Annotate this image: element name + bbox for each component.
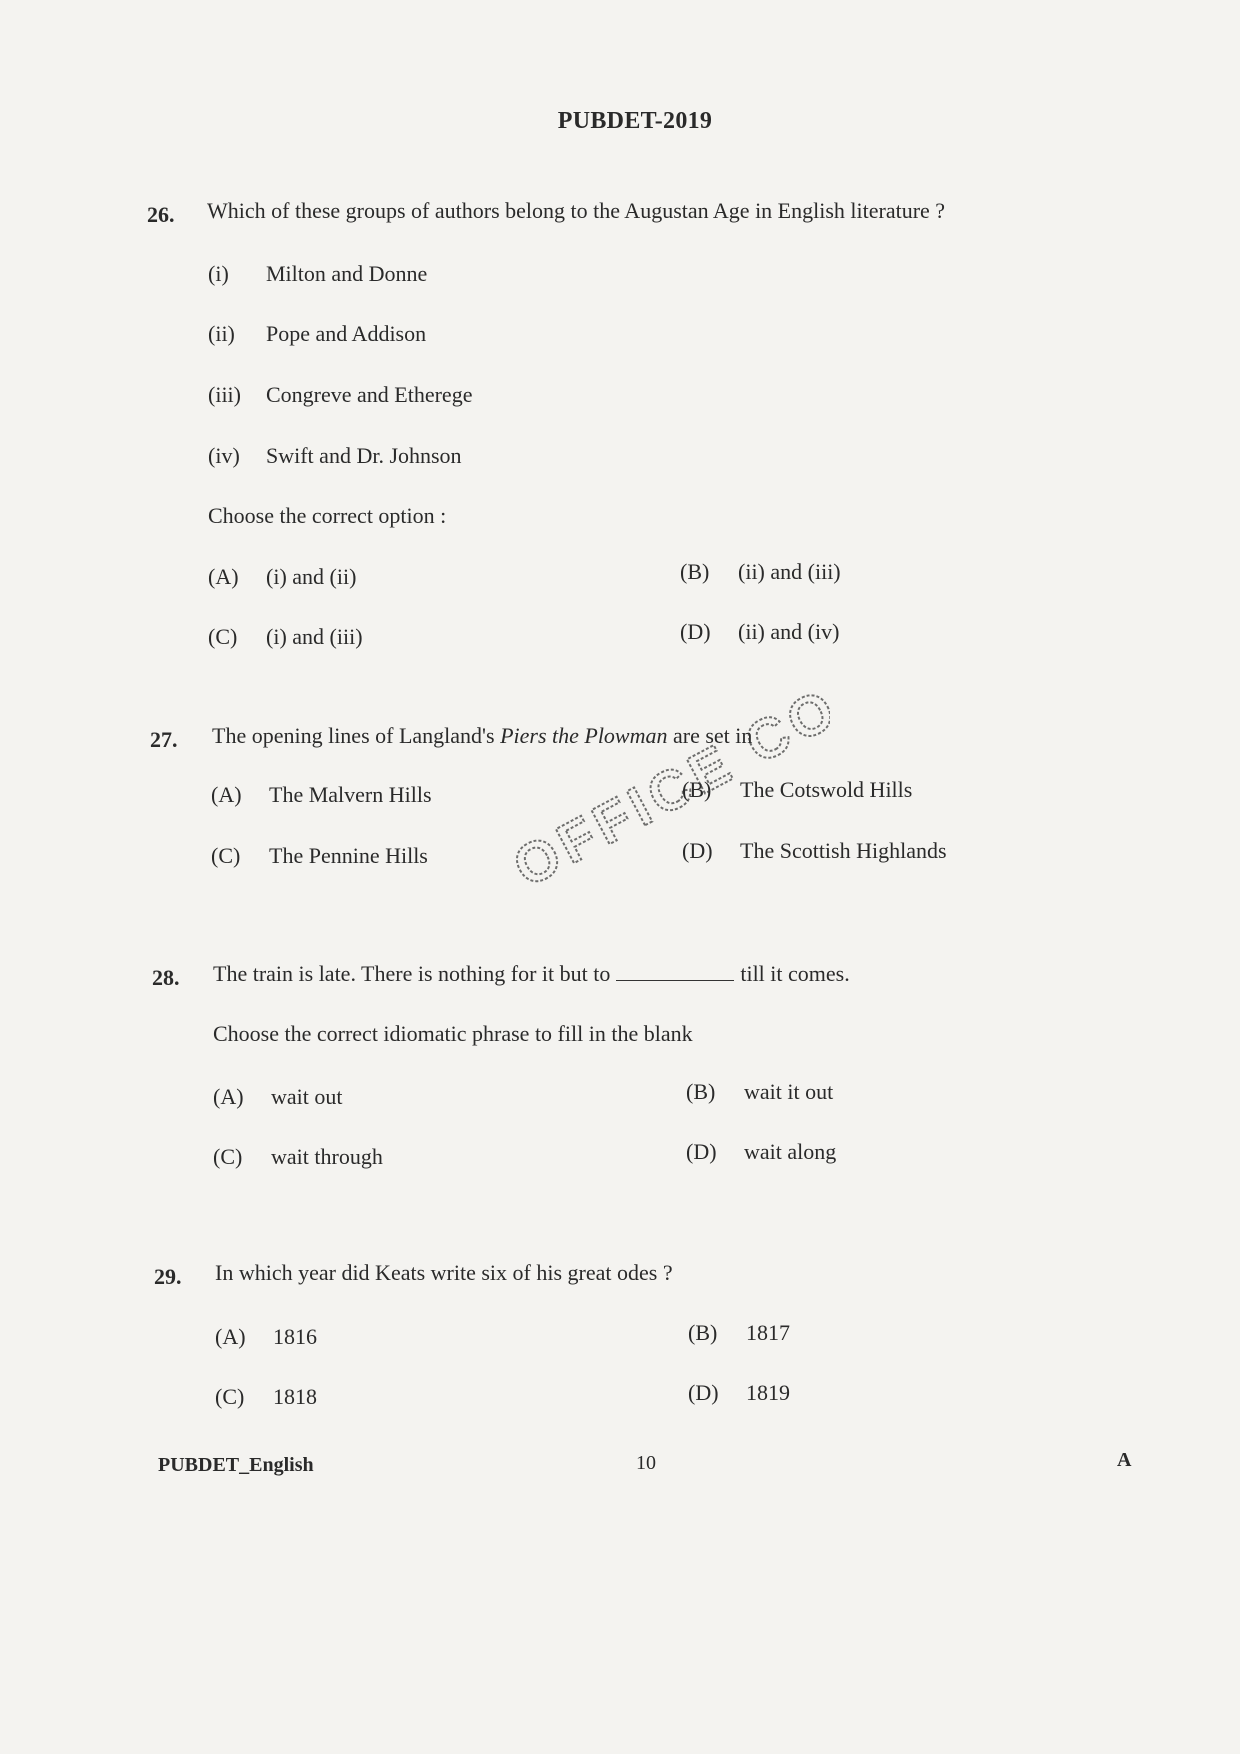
question-26-number: 26. [147, 202, 175, 227]
option-label: (B) [682, 777, 712, 802]
question-27-option-c [211, 843, 428, 869]
option-label: (B) [686, 1079, 716, 1104]
question-29-option-c [215, 1384, 317, 1410]
option-label: (A) [213, 1084, 244, 1109]
office-copy-stamp-graphic [470, 690, 830, 890]
item-label: (i) [208, 261, 229, 286]
option-text: 1816 [273, 1324, 317, 1349]
item-label: (iii) [208, 382, 241, 407]
option-label: (C) [213, 1144, 243, 1169]
option-text: (ii) and (iv) [738, 619, 840, 644]
option-label: (C) [215, 1384, 245, 1409]
question-26-option-d [680, 619, 839, 645]
option-text: (i) and (iii) [266, 624, 363, 649]
option-text: 1818 [273, 1384, 317, 1409]
option-label: (A) [211, 782, 242, 807]
option-label: (B) [680, 559, 710, 584]
item-text: Congreve and Etherege [266, 382, 473, 407]
option-text: (ii) and (iii) [738, 559, 841, 584]
question-26-prompt: Choose the correct option : [208, 503, 447, 528]
question-28-option-a [213, 1084, 343, 1110]
question-26-item-i [208, 261, 427, 287]
question-28-text-before: The train is late. There is nothing for it but to [213, 961, 611, 986]
question-26-item-iii [208, 382, 472, 408]
option-text: The Malvern Hills [269, 782, 432, 807]
question-29-option-a [215, 1324, 317, 1350]
question-26-option-b [680, 559, 841, 585]
option-label: (D) [686, 1139, 717, 1164]
question-28-text [213, 961, 850, 987]
question-29-option-d [688, 1380, 790, 1406]
footer-set-code: A [1117, 1449, 1132, 1471]
stamp-lettering: OFFICE COPY [503, 690, 830, 890]
question-27-text-title: Piers the Plowman [500, 723, 668, 748]
option-label: (A) [215, 1324, 246, 1349]
question-28-text-after: till it comes. [740, 961, 850, 986]
fill-in-blank [616, 966, 734, 981]
item-text: Milton and Donne [266, 261, 428, 286]
option-label: (D) [680, 619, 711, 644]
option-text: The Pennine Hills [269, 843, 428, 868]
question-28-prompt: Choose the correct idiomatic phrase to fill in the blank [213, 1021, 693, 1046]
option-label: (D) [688, 1380, 719, 1405]
item-label: (ii) [208, 321, 235, 346]
item-text: Swift and Dr. Johnson [266, 443, 462, 468]
question-26-option-a [208, 564, 356, 590]
option-text: (i) and (ii) [266, 564, 357, 589]
footer-exam-code: PUBDET_English [158, 1454, 314, 1476]
option-text: 1819 [746, 1380, 790, 1405]
question-26-text: Which of these groups of authors belong to the Augustan Age in English literature ? [207, 198, 946, 223]
item-text: Pope and Addison [266, 321, 427, 346]
question-29-number: 29. [154, 1264, 182, 1289]
question-28-option-d [686, 1139, 836, 1165]
question-28-option-b [686, 1079, 833, 1105]
option-label: (C) [208, 624, 238, 649]
item-label: (iv) [208, 443, 240, 468]
question-26-option-c [208, 624, 363, 650]
question-27-text-after: are set in [667, 723, 753, 748]
option-text: wait out [271, 1084, 343, 1109]
option-text: wait along [744, 1139, 837, 1164]
question-28-option-c [213, 1144, 383, 1170]
office-copy-stamp [470, 690, 830, 895]
option-text: wait through [271, 1144, 383, 1169]
question-27-text-before: The opening lines of Langland's [212, 723, 501, 748]
footer-page-number: 10 [636, 1452, 656, 1474]
option-label: (B) [688, 1320, 718, 1345]
option-text: wait it out [744, 1079, 834, 1104]
question-27-option-a [211, 782, 432, 808]
option-text: The Scottish Highlands [740, 838, 947, 863]
question-26-item-ii [208, 321, 426, 347]
option-text: 1817 [746, 1320, 790, 1345]
option-label: (A) [208, 564, 239, 589]
page-header-title: PUBDET-2019 [557, 108, 713, 134]
question-28-number: 28. [152, 965, 180, 990]
option-label: (D) [682, 838, 713, 863]
question-26-item-iv [208, 443, 462, 469]
question-29-option-b [688, 1320, 790, 1346]
option-text: The Cotswold Hills [740, 777, 913, 802]
question-27-number: 27. [150, 727, 178, 752]
question-29-text: In which year did Keats write six of his great odes ? [215, 1260, 673, 1285]
option-label: (C) [211, 843, 241, 868]
